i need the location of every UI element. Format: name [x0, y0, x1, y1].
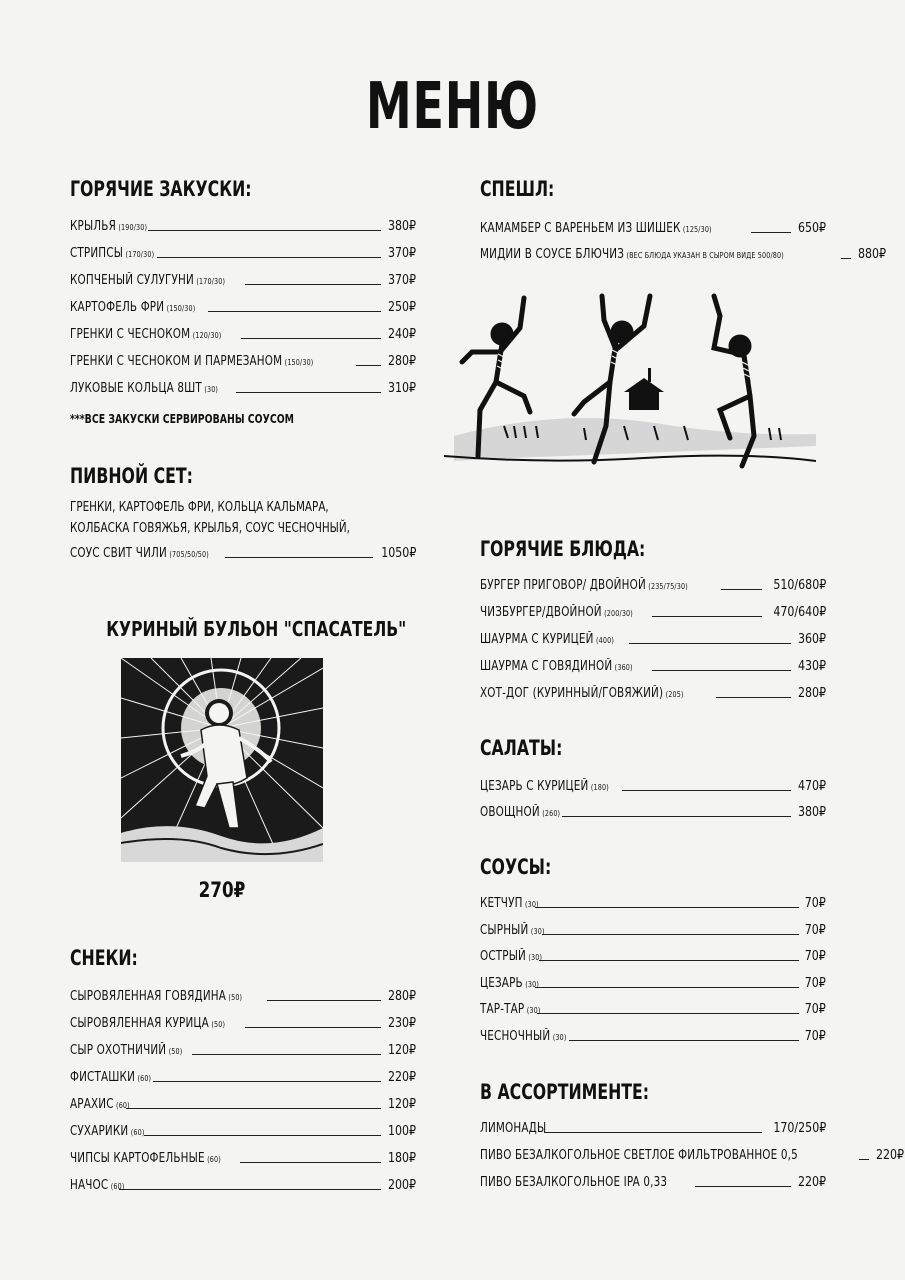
item-name: ТАР-ТАР	[480, 1002, 525, 1017]
dancing-skeletons-image	[444, 286, 816, 474]
item-weight: (60)	[130, 1128, 145, 1137]
item-price: 70₽	[804, 949, 826, 964]
menu-item	[70, 1038, 416, 1058]
leader-line	[245, 1027, 381, 1028]
item-label	[70, 546, 209, 561]
leader-line	[537, 1013, 799, 1014]
item-name: ЦЕЗАРЬ С КУРИЦЕЙ	[480, 779, 589, 794]
item-label	[70, 1016, 225, 1031]
hot-snacks-list	[70, 214, 416, 404]
item-name: СЫРОВЯЛЕННАЯ ГОВЯДИНА	[70, 989, 227, 1004]
leader-line	[240, 1162, 381, 1163]
salads-list	[480, 774, 826, 824]
item-label	[480, 1148, 798, 1163]
item-price: 70₽	[804, 975, 826, 991]
item-weight: (235/75/30)	[648, 582, 688, 591]
leader-line	[208, 311, 381, 312]
assortment-title: В АССОРТИМЕНТЕ:	[480, 1080, 650, 1104]
broth-title: КУРИНЫЙ БУЛЬОН "СПАСАТЕЛЬ"	[106, 617, 407, 641]
item-name: ОСТРЫЙ	[480, 949, 526, 964]
item-name: КАМАМБЕР С ВАРЕНЬЕМ ИЗ ШИШЕК	[480, 221, 681, 236]
leader-line	[841, 258, 851, 259]
sauces-list	[480, 891, 826, 1051]
menu-item	[480, 573, 826, 593]
item-label	[480, 1002, 541, 1017]
saint-engraving-image	[121, 658, 323, 862]
hot-dishes-title: ГОРЯЧИЕ БЛЮДА:	[480, 537, 646, 561]
item-label	[70, 1097, 130, 1112]
item-price: 510/680₽	[773, 578, 826, 593]
item-weight: (200/30)	[604, 609, 633, 618]
item-name: КОПЧЕНЫЙ СУЛУГУНИ	[70, 273, 194, 288]
menu-item	[480, 627, 826, 647]
item-weight: (260)	[542, 809, 561, 818]
menu-item	[70, 1146, 416, 1166]
item-price: 1050₽	[380, 546, 416, 561]
item-label	[70, 354, 313, 369]
item-weight: (30)	[526, 1006, 541, 1015]
item-price: 70₽	[804, 1028, 826, 1044]
item-price: 380₽	[797, 805, 826, 820]
item-price: 220₽	[797, 1175, 826, 1190]
item-label	[480, 247, 784, 262]
hot-snacks-note: ***ВСЕ ЗАКУСКИ СЕРВИРОВАНЫ СОУСОМ	[70, 412, 294, 426]
item-weight: (50)	[211, 1020, 226, 1029]
item-weight: (180)	[590, 783, 609, 792]
item-name: СЫРНЫЙ	[480, 922, 529, 938]
leader-line	[539, 960, 799, 961]
special-list	[480, 216, 887, 266]
item-weight: (190/30)	[118, 223, 148, 232]
salads-title: САЛАТЫ:	[480, 736, 563, 760]
leader-line	[695, 1186, 791, 1187]
leader-line	[153, 1081, 381, 1082]
menu-item	[70, 1092, 416, 1112]
menu-item	[480, 654, 826, 674]
item-weight: (30)	[530, 926, 545, 936]
item-weight: (30)	[524, 900, 539, 909]
item-price: 380₽	[387, 219, 416, 234]
menu-item	[70, 322, 416, 342]
item-price: 180₽	[387, 1151, 416, 1166]
item-name: СЫР ОХОТНИЧИЙ	[70, 1043, 167, 1058]
item-label	[70, 219, 147, 234]
item-label	[480, 1121, 546, 1136]
beer-set-line-1: ГРЕНКИ, КАРТОФЕЛЬ ФРИ, КОЛЬЦА КАЛЬМАРА,	[70, 500, 329, 515]
leader-line	[225, 557, 373, 558]
menu-item	[70, 241, 416, 261]
hot-snacks-title: ГОРЯЧИЕ ЗАКУСКИ:	[70, 177, 252, 201]
item-weight: (205)	[665, 690, 684, 699]
item-weight: (705/50/50)	[169, 550, 209, 559]
menu-item	[480, 891, 826, 911]
item-price: 230₽	[387, 1016, 416, 1031]
item-price: 470/640₽	[773, 605, 826, 620]
menu-item	[480, 681, 826, 701]
hot-dishes-list	[480, 573, 826, 707]
leader-line	[119, 1189, 381, 1190]
item-price: 370₽	[387, 246, 416, 261]
menu-item	[480, 1116, 826, 1136]
item-name: МИДИИ В СОУСЕ БЛЮЧИЗ	[480, 247, 625, 262]
menu-item	[480, 997, 826, 1017]
item-price: 250₽	[387, 300, 416, 315]
item-label	[70, 381, 218, 396]
item-label	[70, 273, 225, 288]
item-price: 70₽	[804, 922, 826, 938]
item-name: ЦЕЗАРЬ	[480, 975, 523, 991]
item-price: 120₽	[387, 1097, 416, 1112]
item-weight: (150/30)	[166, 304, 196, 313]
item-name: КАРТОФЕЛЬ ФРИ	[70, 300, 165, 315]
item-label	[70, 327, 221, 342]
item-weight: (125/30)	[682, 225, 712, 234]
leader-line	[562, 816, 791, 817]
item-weight: (170/30)	[125, 250, 155, 259]
item-label	[480, 923, 545, 938]
item-price: 120₽	[387, 1043, 416, 1058]
item-name: КЕТЧУП	[480, 896, 523, 911]
item-name: СЫРОВЯЛЕННАЯ КУРИЦА	[70, 1016, 209, 1031]
item-label	[70, 246, 154, 261]
item-weight: (170/30)	[196, 277, 226, 286]
item-name: СОУС СВИТ ЧИЛИ	[70, 546, 167, 561]
item-price: 310₽	[387, 381, 416, 396]
menu-item	[70, 268, 416, 288]
item-name: ШАУРМА С КУРИЦЕЙ	[480, 632, 594, 647]
menu-item	[70, 1119, 416, 1139]
item-name: ХОТ-ДОГ (КУРИННЫЙ/ГОВЯЖИЙ)	[480, 686, 664, 701]
item-label	[480, 605, 633, 620]
leader-line	[144, 1135, 381, 1136]
item-weight: (50)	[168, 1047, 183, 1056]
item-weight: (30)	[204, 385, 219, 394]
item-label	[70, 1043, 182, 1058]
leader-line	[241, 338, 381, 339]
menu-item	[70, 1173, 416, 1193]
menu-item	[480, 971, 826, 991]
menu-item	[480, 600, 826, 620]
item-weight: (ВЕС БЛЮДА УКАЗАН В СЫРОМ ВИДЕ 500/80)	[626, 251, 784, 260]
leader-line	[542, 934, 799, 935]
item-weight: (60)	[137, 1074, 152, 1083]
item-price: 280₽	[797, 686, 826, 701]
item-price: 100₽	[387, 1124, 416, 1139]
item-price: 220₽	[875, 1148, 904, 1163]
item-price: 170/250₽	[773, 1121, 826, 1136]
broth-price: 270₽	[198, 878, 246, 902]
item-name: АРАХИС	[70, 1097, 114, 1112]
leader-line	[356, 365, 381, 366]
leader-line	[652, 616, 761, 617]
item-label	[480, 949, 542, 964]
special-title: СПЕШЛ:	[480, 177, 555, 201]
item-price: 240₽	[387, 327, 416, 342]
menu-item	[480, 1024, 826, 1044]
item-name: БУРГЕР ПРИГОВОР/ ДВОЙНОЙ	[480, 578, 646, 593]
menu-item	[480, 216, 826, 236]
item-weight: (60)	[207, 1155, 221, 1164]
leader-line	[245, 284, 381, 285]
item-weight: (30)	[525, 979, 539, 989]
item-weight: (400)	[595, 636, 614, 645]
menu-item	[480, 1143, 904, 1163]
beer-set-last-line	[70, 541, 416, 563]
leader-line	[859, 1159, 869, 1160]
item-price: 360₽	[797, 632, 826, 647]
item-price: 70₽	[804, 1002, 826, 1017]
item-price: 200₽	[387, 1178, 416, 1193]
menu-item	[70, 1065, 416, 1085]
sauces-title: СОУСЫ:	[480, 855, 552, 879]
item-name: ЛУКОВЫЕ КОЛЬЦА 8ШТ	[70, 381, 202, 396]
item-weight: (60)	[110, 1182, 125, 1191]
item-label	[480, 632, 614, 647]
menu-item	[480, 1170, 826, 1190]
leader-line	[236, 392, 381, 393]
menu-title: МЕНЮ	[365, 70, 539, 144]
item-name: ПИВО БЕЗАЛКОГОЛЬНОЕ СВЕТЛОЕ ФИЛЬТРОВАННОЕ 0,5	[480, 1148, 798, 1163]
leader-line	[751, 232, 791, 233]
item-label	[480, 221, 712, 236]
item-label	[70, 1178, 125, 1193]
item-label	[70, 300, 195, 315]
item-price: 70₽	[804, 896, 826, 911]
item-price: 280₽	[387, 354, 416, 369]
leader-line	[148, 230, 381, 231]
leader-line	[544, 1132, 762, 1133]
item-price: 370₽	[387, 273, 416, 288]
menu-item	[70, 349, 416, 369]
item-label	[480, 686, 684, 701]
item-price: 470₽	[797, 779, 826, 794]
item-name: КРЫЛЬЯ	[70, 219, 116, 234]
snacks-list	[70, 984, 416, 1200]
leader-line	[535, 987, 799, 988]
item-weight: (30)	[528, 953, 543, 962]
leader-line	[126, 1108, 381, 1109]
leader-line	[157, 257, 381, 258]
leader-line	[652, 670, 791, 671]
leader-line	[622, 790, 791, 791]
item-name: ФИСТАШКИ	[70, 1070, 136, 1085]
item-price: 430₽	[797, 659, 826, 674]
item-name: НАЧОС	[70, 1178, 109, 1193]
assortment-list	[480, 1116, 904, 1196]
leader-line	[569, 1040, 799, 1041]
item-weight: (30)	[552, 1032, 567, 1042]
item-label	[480, 578, 688, 593]
menu-item	[70, 541, 416, 561]
menu-item	[480, 774, 826, 794]
item-name: ОВОЩНОЙ	[480, 805, 540, 820]
beer-set-description	[70, 497, 350, 539]
menu-item	[70, 376, 416, 396]
leader-line	[535, 907, 799, 908]
item-name: ГРЕНКИ С ЧЕСНОКОМ	[70, 327, 191, 342]
item-price: 280₽	[387, 989, 416, 1004]
leader-line	[716, 697, 791, 698]
item-name: ШАУРМА С ГОВЯДИНОЙ	[480, 659, 613, 674]
beer-set-title: ПИВНОЙ СЕТ:	[70, 464, 193, 488]
menu-item	[70, 1011, 416, 1031]
item-name: ГРЕНКИ С ЧЕСНОКОМ И ПАРМЕЗАНОМ	[70, 354, 283, 369]
leader-line	[267, 1000, 381, 1001]
item-name: ЧИПСЫ КАРТОФЕЛЬНЫЕ	[70, 1151, 205, 1166]
menu-item	[480, 918, 826, 938]
leader-line	[721, 589, 762, 590]
item-weight: (360)	[614, 663, 633, 672]
menu-item	[480, 800, 826, 820]
item-name: СУХАРИКИ	[70, 1124, 129, 1139]
item-weight: (60)	[116, 1101, 130, 1110]
menu-item	[480, 242, 887, 262]
item-weight: (150/30)	[284, 358, 314, 367]
item-label	[480, 659, 633, 674]
item-name: СТРИПСЫ	[70, 246, 124, 261]
item-price: 880₽	[858, 247, 887, 262]
beer-set-line-2: КОЛБАСКА ГОВЯЖЬЯ, КРЫЛЬЯ, СОУС ЧЕСНОЧНЫЙ,	[70, 521, 350, 536]
menu-item	[70, 984, 416, 1004]
item-label	[480, 1029, 567, 1044]
item-label	[480, 976, 539, 991]
item-name: ПИВО БЕЗАЛКОГОЛЬНОЕ IPA 0,33	[480, 1175, 668, 1190]
item-label	[70, 1124, 145, 1139]
item-label	[480, 779, 609, 794]
item-label	[70, 1070, 151, 1085]
item-label	[70, 989, 242, 1004]
item-label	[480, 896, 539, 911]
item-price: 220₽	[387, 1070, 416, 1085]
menu-item	[70, 295, 416, 315]
item-label	[480, 805, 560, 820]
item-label	[70, 1151, 221, 1166]
item-name: ЧЕСНОЧНЫЙ	[480, 1028, 551, 1044]
item-name: ЛИМОНАДЫ	[480, 1121, 547, 1136]
leader-line	[192, 1054, 381, 1055]
menu-item	[480, 944, 826, 964]
menu-item	[70, 214, 416, 234]
item-weight: (120/30)	[192, 331, 222, 340]
item-price: 650₽	[797, 221, 826, 236]
snacks-title: СНЕКИ:	[70, 946, 138, 970]
item-label	[480, 1175, 667, 1190]
leader-line	[629, 643, 791, 644]
item-name: ЧИЗБУРГЕР/ДВОЙНОЙ	[480, 605, 602, 620]
item-weight: (50)	[228, 993, 243, 1002]
